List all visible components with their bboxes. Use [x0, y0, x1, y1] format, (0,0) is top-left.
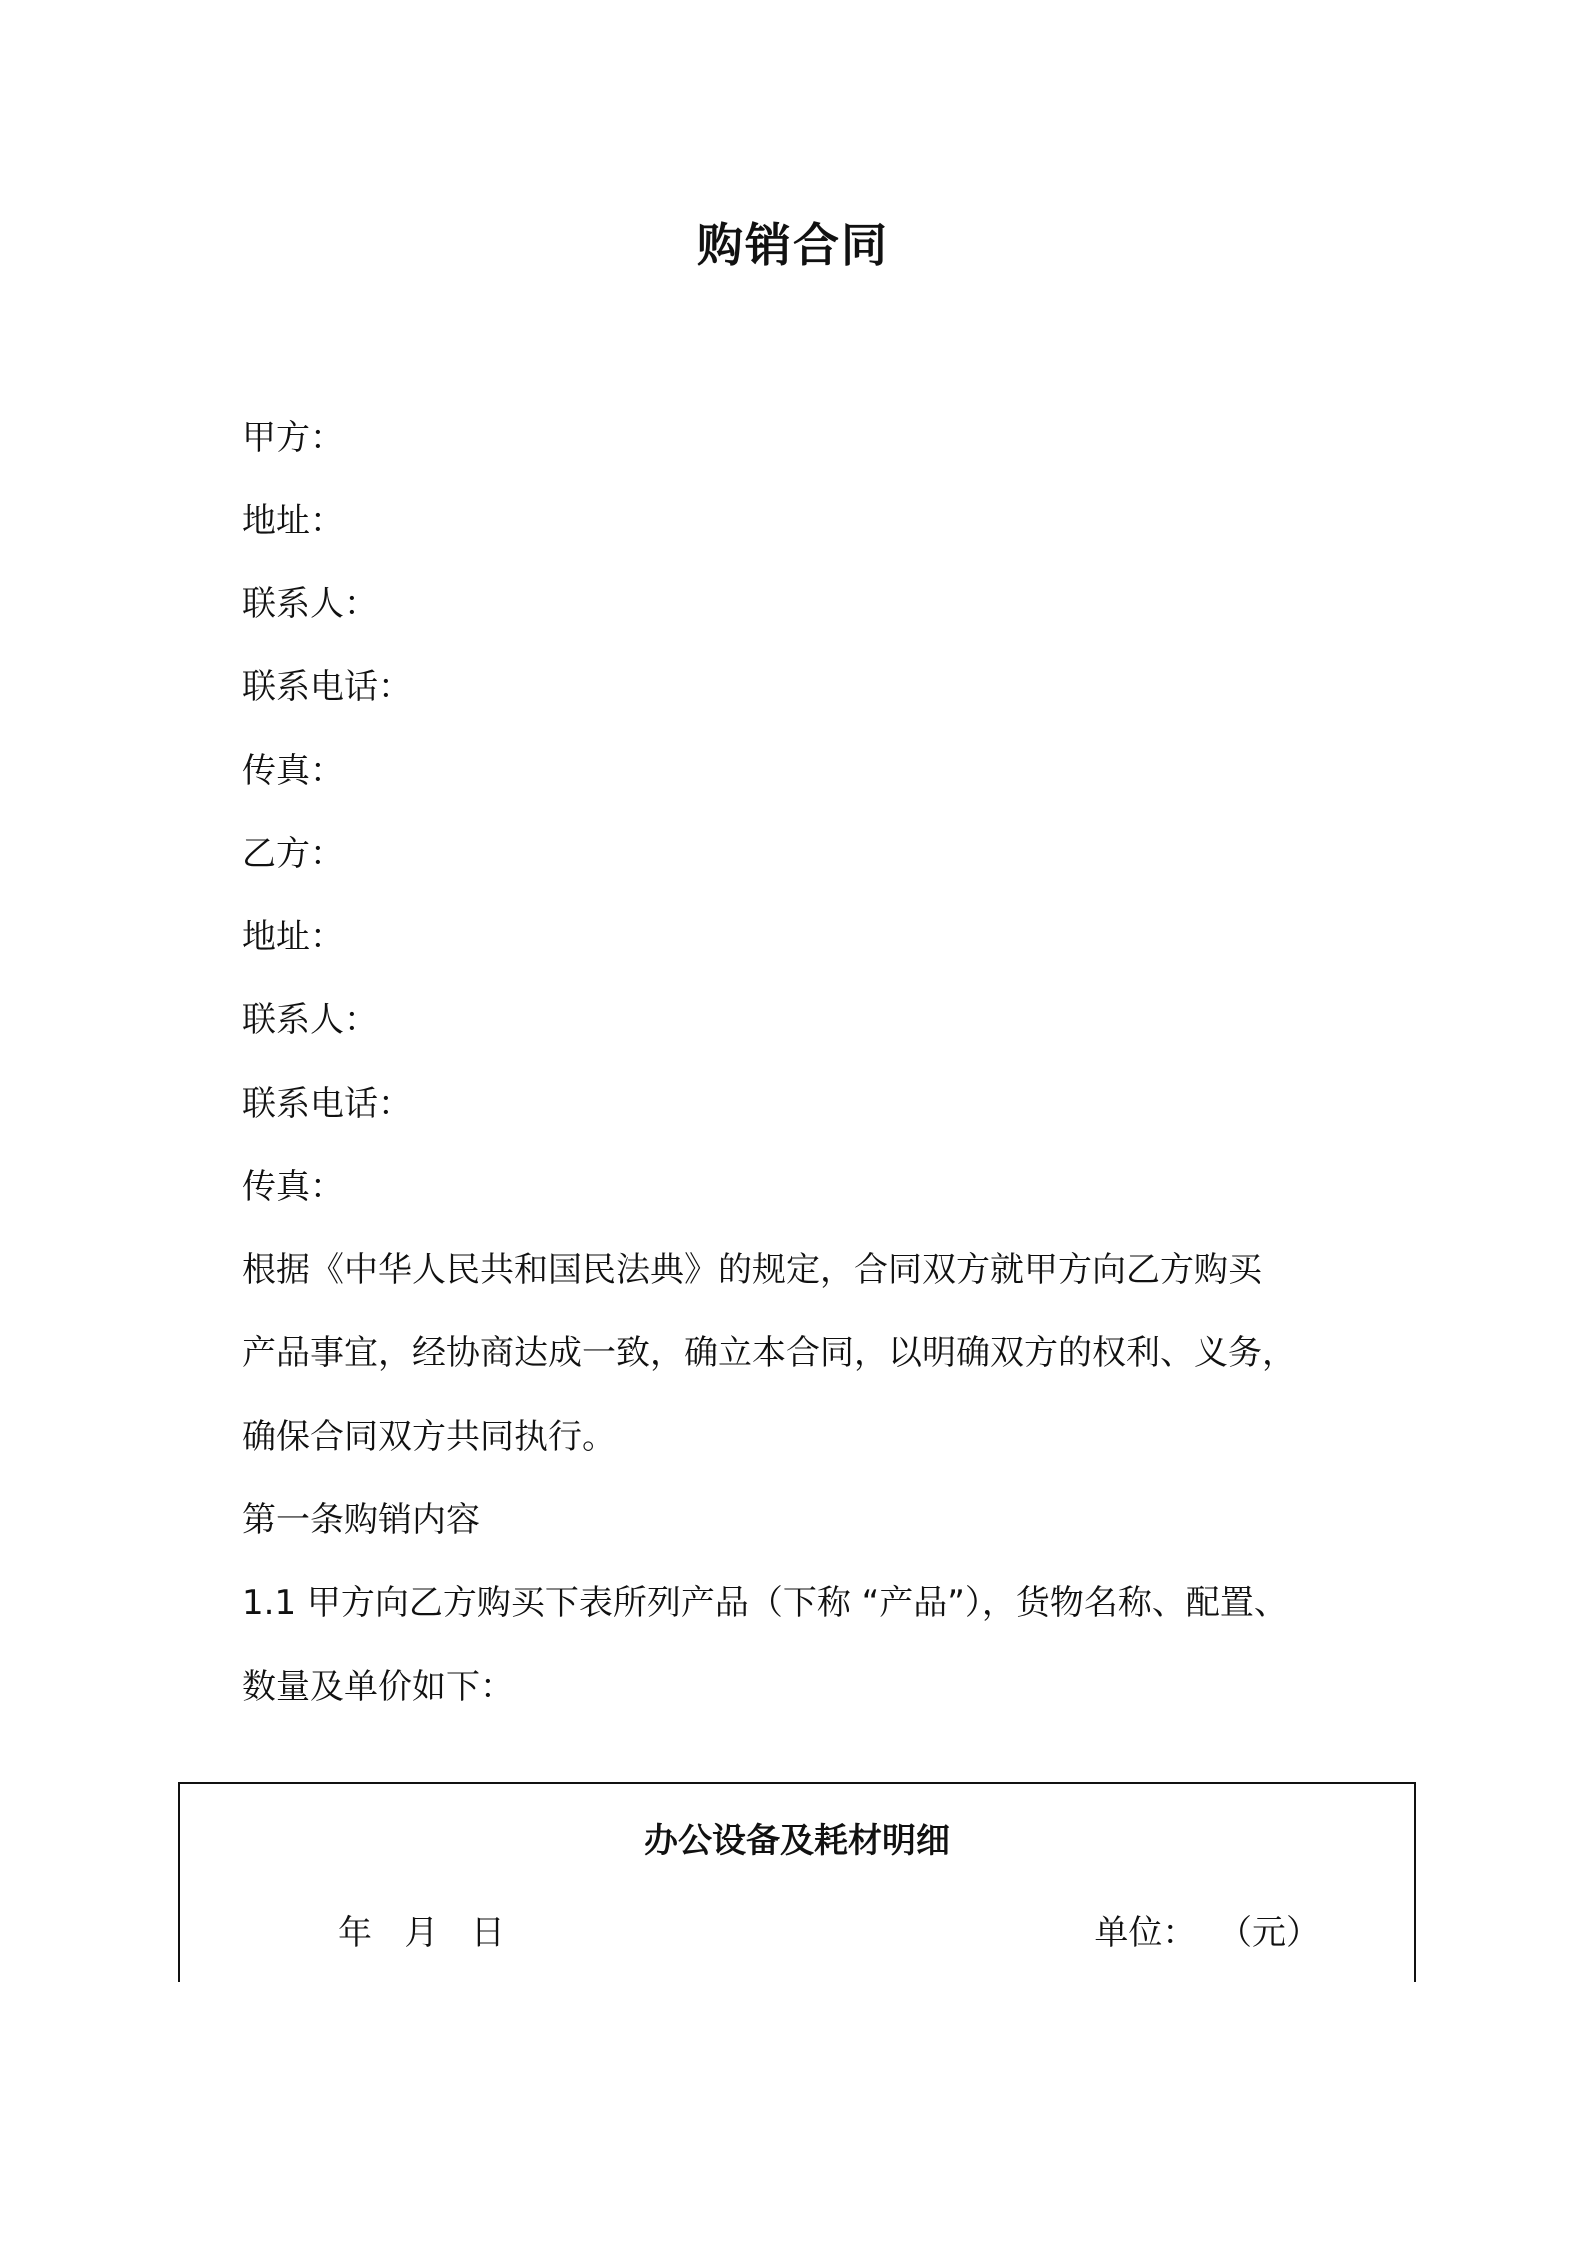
equipment-table	[178, 1782, 1416, 1982]
article-1-heading: 第一条购销内容	[242, 1500, 480, 1540]
party-a-contact-label: 联系人：	[242, 584, 378, 624]
clause-1-1-line: 数量及单价如下：	[242, 1667, 514, 1707]
party-b-contact-label: 联系人：	[242, 1000, 378, 1040]
party-a-address-label: 地址：	[242, 501, 344, 541]
party-b-name-label: 乙方：	[242, 834, 344, 874]
party-b-fax-label: 传真：	[242, 1167, 344, 1207]
preamble-line: 根据《中华人民共和国民法典》的规定，合同双方就甲方向乙方购买	[242, 1250, 1262, 1290]
party-b-phone-label: 联系电话：	[242, 1084, 412, 1124]
table-title: 办公设备及耗材明细	[644, 1821, 950, 1861]
clause-1-1-line: 1.1 甲方向乙方购买下表所列产品（下称 “产品”），货物名称、配置、	[242, 1583, 1288, 1623]
preamble-line: 确保合同双方共同执行。	[242, 1417, 616, 1457]
party-a-fax-label: 传真：	[242, 751, 344, 791]
table-date-label: 年 月 日	[338, 1913, 505, 1953]
table-unit-label: 单位： （元）	[1094, 1913, 1320, 1953]
party-a-name-label: 甲方：	[242, 418, 344, 458]
party-b-address-label: 地址：	[242, 917, 344, 957]
contract-title: 购销合同	[697, 218, 889, 272]
preamble-line: 产品事宜，经协商达成一致，确立本合同，以明确双方的权利、义务，	[242, 1333, 1296, 1373]
party-a-phone-label: 联系电话：	[242, 667, 412, 707]
